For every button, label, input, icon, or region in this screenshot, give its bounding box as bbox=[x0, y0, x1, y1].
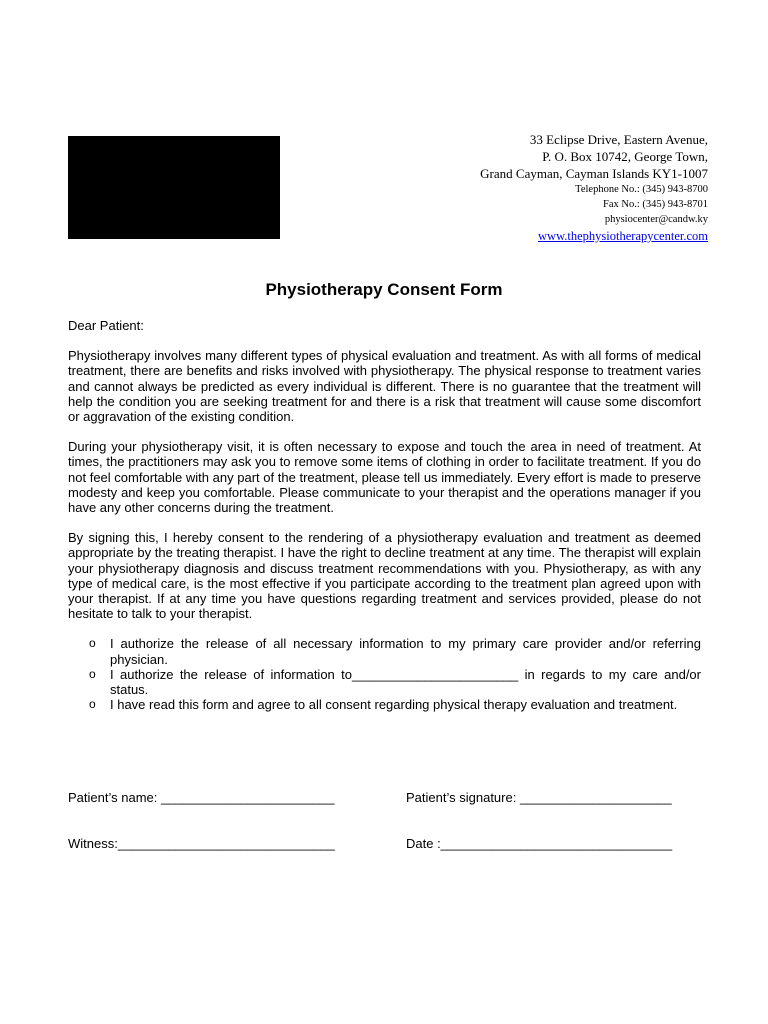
fax-number: Fax No.: (345) 943-8701 bbox=[603, 199, 708, 210]
website-link[interactable]: www.thephysiotherapycenter.com bbox=[538, 229, 708, 243]
paragraph-consent: By signing this, I hereby consent to the rendering of a physiotherapy evaluation and treatment as deemed appropriate by the treating therapist. I have the right to decline treatment at any time. The therapist will explain your physiotherapy diagnosis and discuss treatment recommendations with you. Physiotherapy, as with any type of medical care, is the most effective if you participate according to the treatment plan agreed upon with your therapist. If at any time you have questions regarding treatment and services provided, please do not hesitate to talk to your therapist. bbox=[68, 530, 701, 622]
bullet-read-and-agree bbox=[68, 697, 701, 712]
address-line-3: Grand Cayman, Cayman Islands KY1-1007 bbox=[480, 166, 708, 181]
logo-redacted-block bbox=[68, 136, 280, 239]
address-line-1: 33 Eclipse Drive, Eastern Avenue, bbox=[529, 132, 708, 147]
bullet-release-information bbox=[68, 667, 701, 697]
date-field[interactable]: Date :________________________________ bbox=[406, 836, 673, 851]
bullet-marker: o bbox=[89, 636, 96, 651]
form-body bbox=[68, 318, 701, 712]
witness-field[interactable]: Witness:______________________________ bbox=[68, 836, 335, 851]
salutation: Dear Patient: bbox=[68, 318, 144, 333]
bullet-text: I authorize the release of information to_______________________ in regards to my care and/or status. bbox=[110, 666, 701, 698]
bullet-release-primary-care bbox=[68, 636, 701, 666]
paragraph-modesty: During your physiotherapy visit, it is often necessary to expose and touch the area in need of treatment. At times, the practitioners may ask you to remove some items of clothing in order to facilitate treatment. If you do not feel comfortable with any part of the treatment, please tell us immediately. Every effort is made to preserve modesty and keep you comfortable. Please communicate to your therapist and the operations manager if you have any other concerns during the treatment. bbox=[68, 439, 701, 516]
address-line-2: P. O. Box 10742, George Town, bbox=[542, 149, 708, 164]
email-address: physiocenter@candw.ky bbox=[604, 214, 708, 225]
bullet-text: I have read this form and agree to all consent regarding physical therapy evaluation and treatment. bbox=[110, 697, 678, 713]
letterhead-address bbox=[388, 131, 708, 245]
telephone-number: Telephone No.: (345) 943-8700 bbox=[575, 184, 708, 195]
bullet-marker: o bbox=[89, 666, 96, 681]
bullet-marker: o bbox=[89, 697, 96, 712]
patient-signature-field[interactable]: Patient’s signature: _____________________ bbox=[406, 790, 672, 805]
form-title: Physiotherapy Consent Form bbox=[265, 280, 503, 299]
patient-name-field[interactable]: Patient’s name: ________________________ bbox=[68, 790, 335, 805]
bullet-text: I authorize the release of all necessary information to my primary care provider and/or referring physician. bbox=[110, 636, 701, 667]
consent-bullet-list bbox=[68, 636, 701, 712]
paragraph-risks: Physiotherapy involves many different types of physical evaluation and treatment. As with all forms of medical treatment, there are benefits and risks involved with physiotherapy. The physical response to treatment varies and cannot always be predicted as every individual is different. There is no guarantee that the treatment will help the condition you are seeking treatment for and there is a risk that treatment will cause some discomfort or aggravation of the existing condition. bbox=[68, 348, 701, 425]
